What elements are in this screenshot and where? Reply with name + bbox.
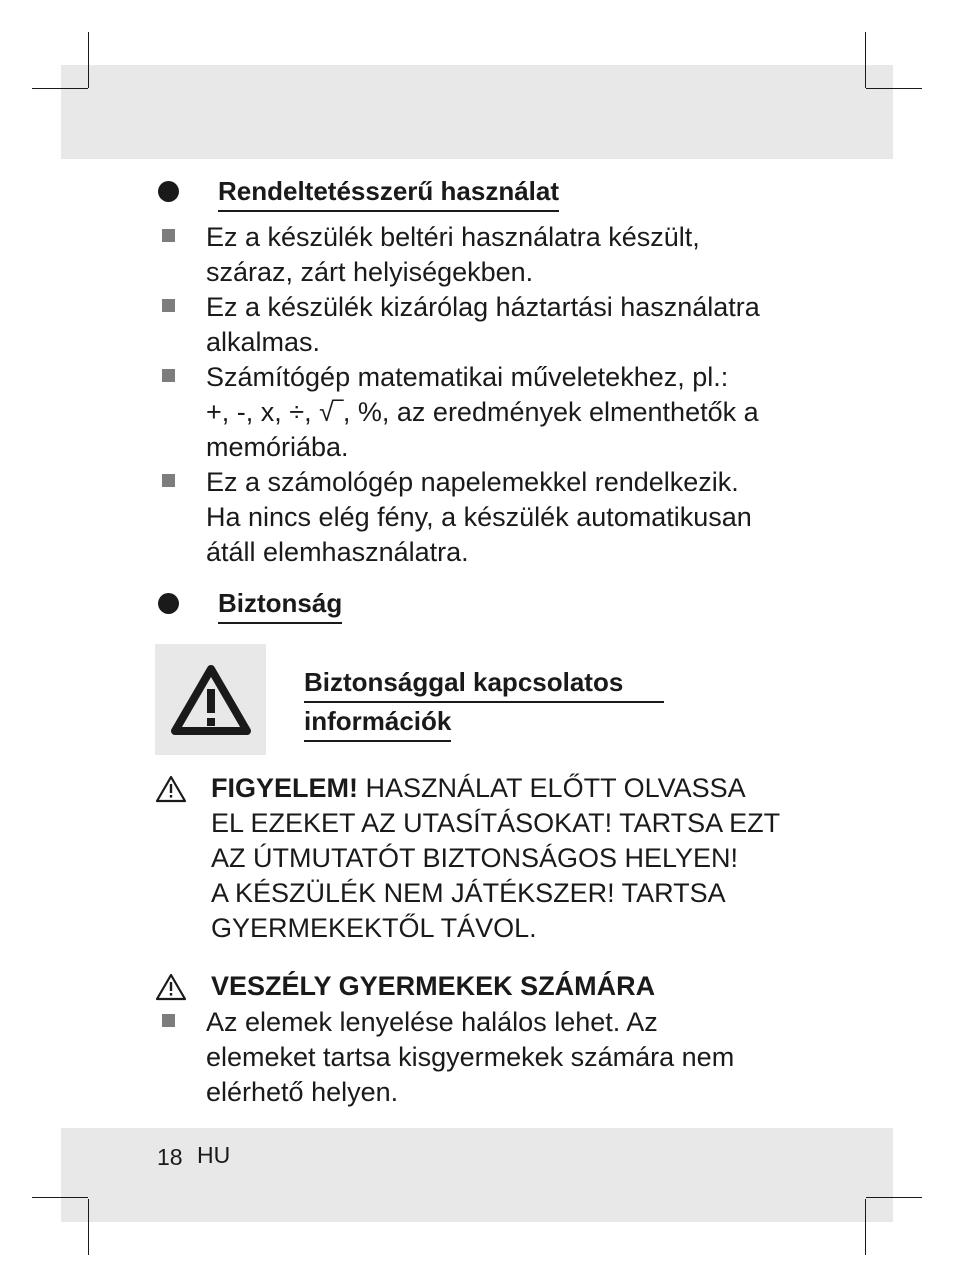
- warning-triangle-icon: [155, 973, 187, 1001]
- round-bullet-icon: [158, 593, 179, 614]
- danger-children-list: [160, 1005, 734, 1110]
- square-bullet-icon: [162, 229, 175, 242]
- crop-mark: [866, 88, 922, 89]
- section-intended-use: [158, 174, 560, 206]
- crop-mark: [88, 1199, 89, 1255]
- warning-triangle-icon: [169, 663, 253, 737]
- language-code: HU: [197, 1142, 231, 1168]
- square-bullet-icon: [162, 474, 175, 487]
- square-bullet-icon: [162, 369, 175, 382]
- header-band: [61, 65, 893, 159]
- crop-mark: [88, 32, 89, 88]
- section-heading: Biztonság: [218, 586, 342, 624]
- list-item: Ez a készülék kizárólag háztartási használatra alkalmas.: [160, 290, 760, 360]
- warning-triangle-icon: [155, 775, 187, 803]
- round-bullet-icon: [158, 181, 179, 202]
- list-item: Ez a számológép napelemekkel rendelkezik. Ha nincs elég fény, a készülék automatikusan átáll elemhasználatra.: [160, 465, 760, 570]
- crop-mark: [866, 1197, 922, 1198]
- list-item: Számítógép matematikai műveletekhez, pl.: +, -, x, ÷, √‾, %, az eredmények elmenthetők a memóriába.: [160, 360, 760, 465]
- section-heading: Rendeltetésszerű használat: [218, 174, 559, 212]
- section-safety: [158, 586, 343, 618]
- crop-mark: [865, 32, 866, 88]
- crop-mark: [32, 1197, 88, 1198]
- square-bullet-icon: [162, 1014, 175, 1027]
- crop-mark: [32, 88, 88, 89]
- square-bullet-icon: [162, 299, 175, 312]
- warning-text: FIGYELEM! HASZNÁLAT ELŐTT OLVASSA EL EZEKET AZ UTASÍTÁSOKAT! TARTSA EZT AZ ÚTMUTATÓT BIZTONSÁGOS HELYEN! A KÉSZÜLÉK NEM JÁTÉKSZER! TARTSA GYERMEKEKTŐL TÁVOL.: [211, 773, 781, 943]
- footer-band: [61, 1128, 893, 1222]
- warning-heading: VESZÉLY GYERMEKEK SZÁMÁRA: [211, 971, 656, 1001]
- list-item: Ez a készülék beltéri használatra készült, száraz, zárt helyiségekben.: [160, 220, 760, 290]
- intended-use-list: [160, 220, 760, 570]
- list-item: Az elemek lenyelése halálos lehet. Az elemeket tartsa kisgyermekek számára nem elérhető helyen.: [160, 1005, 734, 1110]
- page-number: 18: [157, 1144, 183, 1170]
- warning-box: [155, 644, 266, 755]
- safety-info-title: Biztonsággal kapcsolatos információk: [304, 664, 664, 742]
- crop-mark: [865, 1199, 866, 1255]
